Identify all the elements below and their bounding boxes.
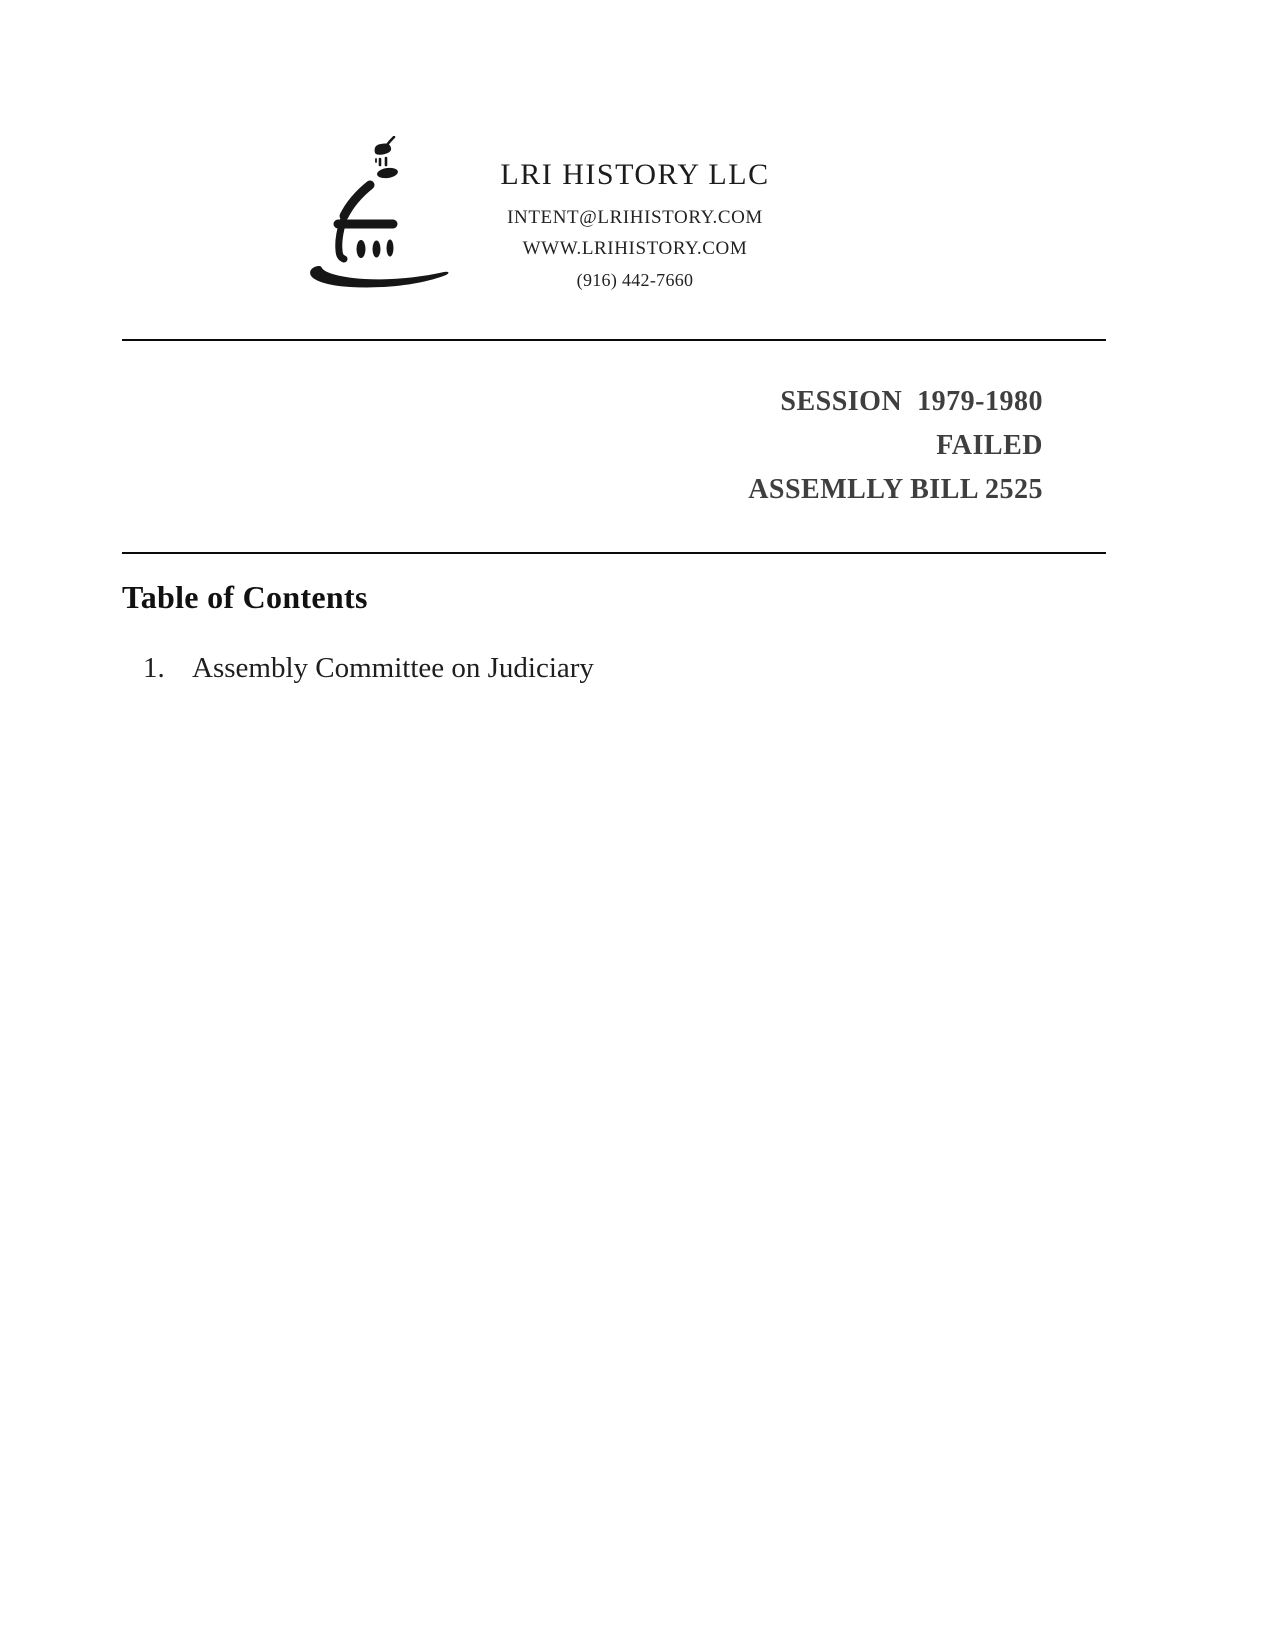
bill-status: FAILED (936, 430, 1043, 461)
toc-item-label: Assembly Committee on Judiciary (192, 652, 594, 684)
bill-number: ASSEMLLY BILL 2525 (748, 474, 1043, 505)
toc-item-number: 1. (143, 652, 165, 684)
company-phone: (916) 442-7660 (576, 270, 694, 290)
company-website: WWW.LRIHISTORY.COM (522, 238, 748, 259)
session-info-block (748, 380, 1043, 512)
company-name: LRI HISTORY LLC (500, 158, 770, 191)
toc-heading: Table of Contents (122, 579, 368, 615)
toc-item (143, 650, 594, 686)
divider-top (122, 339, 1106, 341)
divider-bottom (122, 552, 1106, 554)
company-email: INTENT@LRIHISTORY.COM (507, 207, 763, 228)
session-years: SESSION 1979-1980 (780, 386, 1043, 417)
